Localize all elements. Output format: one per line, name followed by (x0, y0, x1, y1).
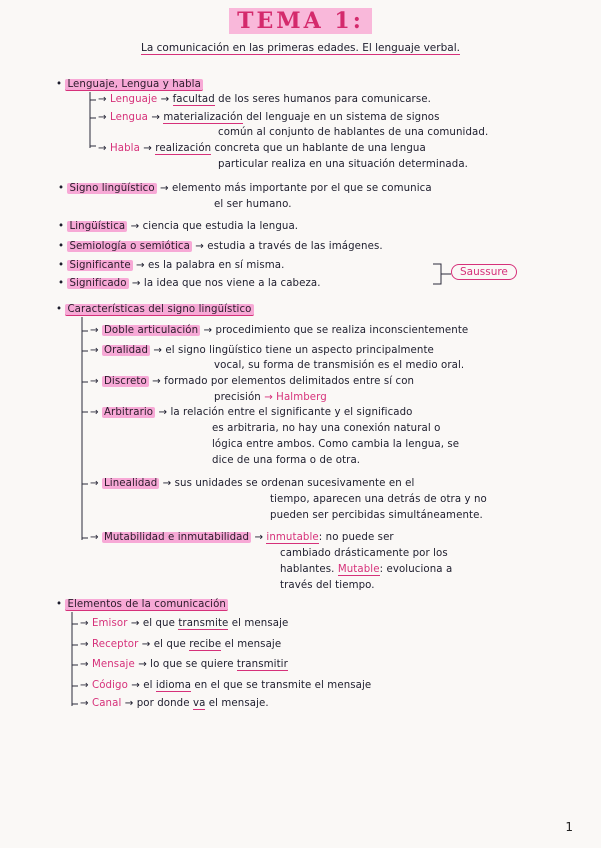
def-semiologia: • Semiología o semiótica → estudia a través de las imágenes. (58, 241, 383, 252)
emisor-item: → Emisor → el que transmite el mensaje (80, 618, 289, 629)
receptor-item: → Receptor → el que recibe el mensaje (80, 639, 282, 650)
doble-articulacion-item: → Doble articulación → procedimiento que se realiza inconscientemente (90, 325, 469, 336)
page-number: 1 (565, 820, 573, 834)
saussure-label: Saussure (451, 264, 517, 280)
mensaje-item: → Mensaje → lo que se quiere transmitir (80, 659, 288, 670)
def-linguistica: • Lingüística → ciencia que estudia la lengua. (58, 221, 299, 232)
linealidad-item-cont-2: pueden ser percibidas simultáneamente. (270, 510, 483, 521)
oralidad-item-cont: vocal, su forma de transmisión es el medio oral. (214, 360, 465, 371)
habla-item: → Habla → realización concreta que un hablante de una lengua (98, 143, 426, 154)
linealidad-item: → Linealidad → sus unidades se ordenan sucesivamente en el (90, 478, 415, 489)
section-caracteristicas-heading: • Características del signo lingüístico (56, 304, 252, 315)
lengua-item-cont: común al conjunto de hablantes de una comunidad. (218, 127, 489, 138)
arbitrario-item-cont-1: es arbitraria, no hay una conexión natural o (212, 423, 441, 434)
def-significado: • Significado → la idea que nos viene a la cabeza. (58, 278, 321, 289)
page-subtitle: La comunicación en las primeras edades. El lenguaje verbal. (141, 42, 460, 54)
discreto-item-cont: precisión → Halmberg (214, 392, 327, 403)
lengua-item: → Lengua → materialización del lenguaje en un sistema de signos (98, 112, 440, 123)
discreto-item: → Discreto → formado por elementos delimitados entre sí con (90, 376, 415, 387)
page-title: TEMA 1: (0, 8, 601, 34)
arbitrario-item: → Arbitrario → la relación entre el significante y el significado (90, 407, 413, 418)
mutabilidad-item: → Mutabilidad e inmutabilidad → inmutable: no puede ser (90, 532, 394, 543)
canal-item: → Canal → por donde va el mensaje. (80, 698, 269, 709)
oralidad-item: → Oralidad → el signo lingüístico tiene un aspecto principalmente (90, 345, 434, 356)
mutabilidad-item-cont-1: cambiado drásticamente por los (280, 548, 448, 559)
habla-item-cont: particular realiza en una situación determinada. (218, 159, 469, 170)
def-significante: • Significante → es la palabra en sí misma. (58, 260, 285, 271)
codigo-item: → Código → el idioma en el que se transmite el mensaje (80, 680, 372, 691)
def-signo-cont: el ser humano. (214, 199, 292, 210)
linealidad-item-cont-1: tiempo, aparecen una detrás de otra y no (270, 494, 487, 505)
arbitrario-item-cont-2: lógica entre ambos. Como cambia la lengua, se (212, 439, 460, 450)
section-lenguaje-heading: • Lenguaje, Lengua y habla (56, 79, 201, 90)
mutabilidad-item-cont-2: hablantes. Mutable: evoluciona a (280, 564, 453, 575)
section-elementos-heading: • Elementos de la comunicación (56, 599, 226, 610)
arbitrario-item-cont-3: dice de una forma o de otra. (212, 455, 361, 466)
def-signo: • Signo lingüístico → elemento más importante por el que se comunica (58, 183, 432, 194)
lenguaje-item: → Lenguaje → facultad de los seres humanos para comunicarse. (98, 94, 431, 105)
mutabilidad-item-cont-3: través del tiempo. (280, 580, 375, 591)
